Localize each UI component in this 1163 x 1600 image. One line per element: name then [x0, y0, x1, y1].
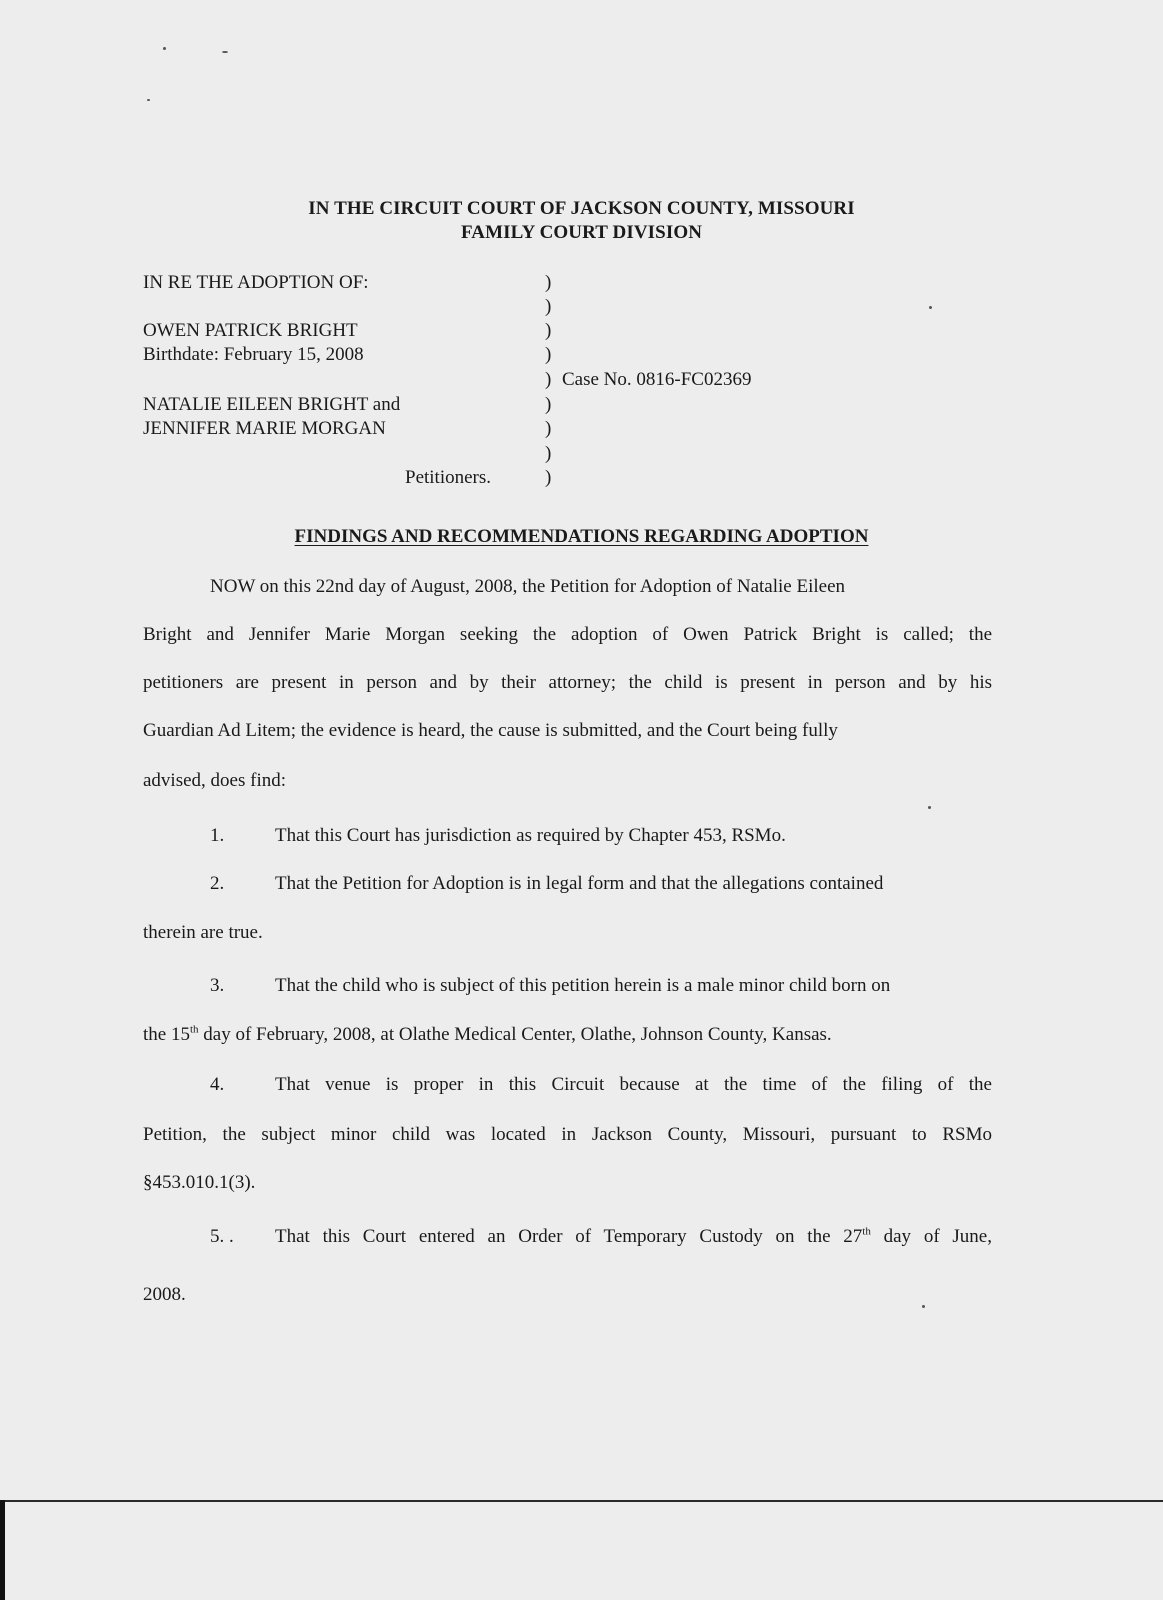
caption-paren: ) — [545, 272, 552, 293]
finding-text: the 15th day of February, 2008, at Olathe Medical Center, Olathe, Johnson County, Kansas. — [143, 1023, 832, 1045]
caption-paren: ) — [545, 344, 552, 365]
caption-paren: ) — [545, 467, 552, 488]
caption-paren: ) — [545, 418, 552, 439]
court-heading: IN THE CIRCUIT COURT OF JACKSON COUNTY, MISSOURI — [308, 198, 855, 219]
finding-text: That this Court has jurisdiction as required by Chapter 453, RSMo. — [275, 825, 786, 846]
caption-paren: ) — [545, 394, 552, 415]
finding-text: That the child who is subject of this petition herein is a male minor child born on — [275, 975, 891, 996]
finding-text: Petition, the subject minor child was located in Jackson County, Missouri, pursuant to RSMo — [143, 1124, 992, 1145]
petitioner-name-1: NATALIE EILEEN BRIGHT and — [143, 394, 401, 415]
caption-paren: ) — [545, 296, 552, 317]
case-number: Case No. 0816-FC02369 — [562, 369, 752, 390]
finding-number: 5. . — [210, 1226, 234, 1247]
document-title: FINDINGS AND RECOMMENDATIONS REGARDING ADOPTION — [294, 526, 869, 547]
caption-paren: ) — [545, 320, 552, 341]
scan-speck — [147, 99, 150, 101]
scan-speck — [929, 306, 932, 309]
division-heading: FAMILY COURT DIVISION — [460, 222, 703, 243]
petitioner-name-2: JENNIFER MARIE MORGAN — [143, 418, 386, 439]
page-edge-line — [0, 1500, 1163, 1502]
petitioners-label: Petitioners. — [405, 467, 492, 488]
finding-text: That venue is proper in this Circuit because at the time of the filing of the — [275, 1074, 992, 1095]
finding-text: 2008. — [143, 1284, 186, 1305]
caption-paren: ) — [545, 443, 552, 464]
finding-number: 1. — [210, 825, 225, 846]
scan-speck — [222, 51, 228, 53]
in-re-label: IN RE THE ADOPTION OF: — [143, 272, 369, 293]
intro-line: Bright and Jennifer Marie Morgan seeking the adoption of Owen Patrick Bright is called; the — [143, 624, 992, 645]
scan-speck — [163, 47, 166, 50]
child-name: OWEN PATRICK BRIGHT — [143, 320, 358, 341]
intro-line: NOW on this 22nd day of August, 2008, the Petition for Adoption of Natalie Eileen — [210, 576, 846, 597]
caption-paren: ) — [545, 369, 552, 390]
finding-number: 3. — [210, 975, 225, 996]
page-edge-shadow — [0, 1500, 5, 1600]
scan-speck — [922, 1305, 925, 1308]
finding-text: That this Court entered an Order of Temporary Custody on the 27th day of June, — [275, 1225, 992, 1247]
finding-number: 4. — [210, 1074, 225, 1095]
finding-text: §453.010.1(3). — [143, 1172, 256, 1193]
scan-speck — [928, 806, 931, 809]
intro-line: petitioners are present in person and by their attorney; the child is present in person and by his — [143, 672, 992, 693]
child-birthdate: Birthdate: February 15, 2008 — [143, 344, 364, 365]
intro-line: Guardian Ad Litem; the evidence is heard, the cause is submitted, and the Court being fully — [143, 720, 838, 741]
finding-text: That the Petition for Adoption is in legal form and that the allegations contained — [275, 873, 884, 894]
finding-text: therein are true. — [143, 922, 263, 943]
finding-number: 2. — [210, 873, 225, 894]
intro-line: advised, does find: — [143, 770, 287, 791]
